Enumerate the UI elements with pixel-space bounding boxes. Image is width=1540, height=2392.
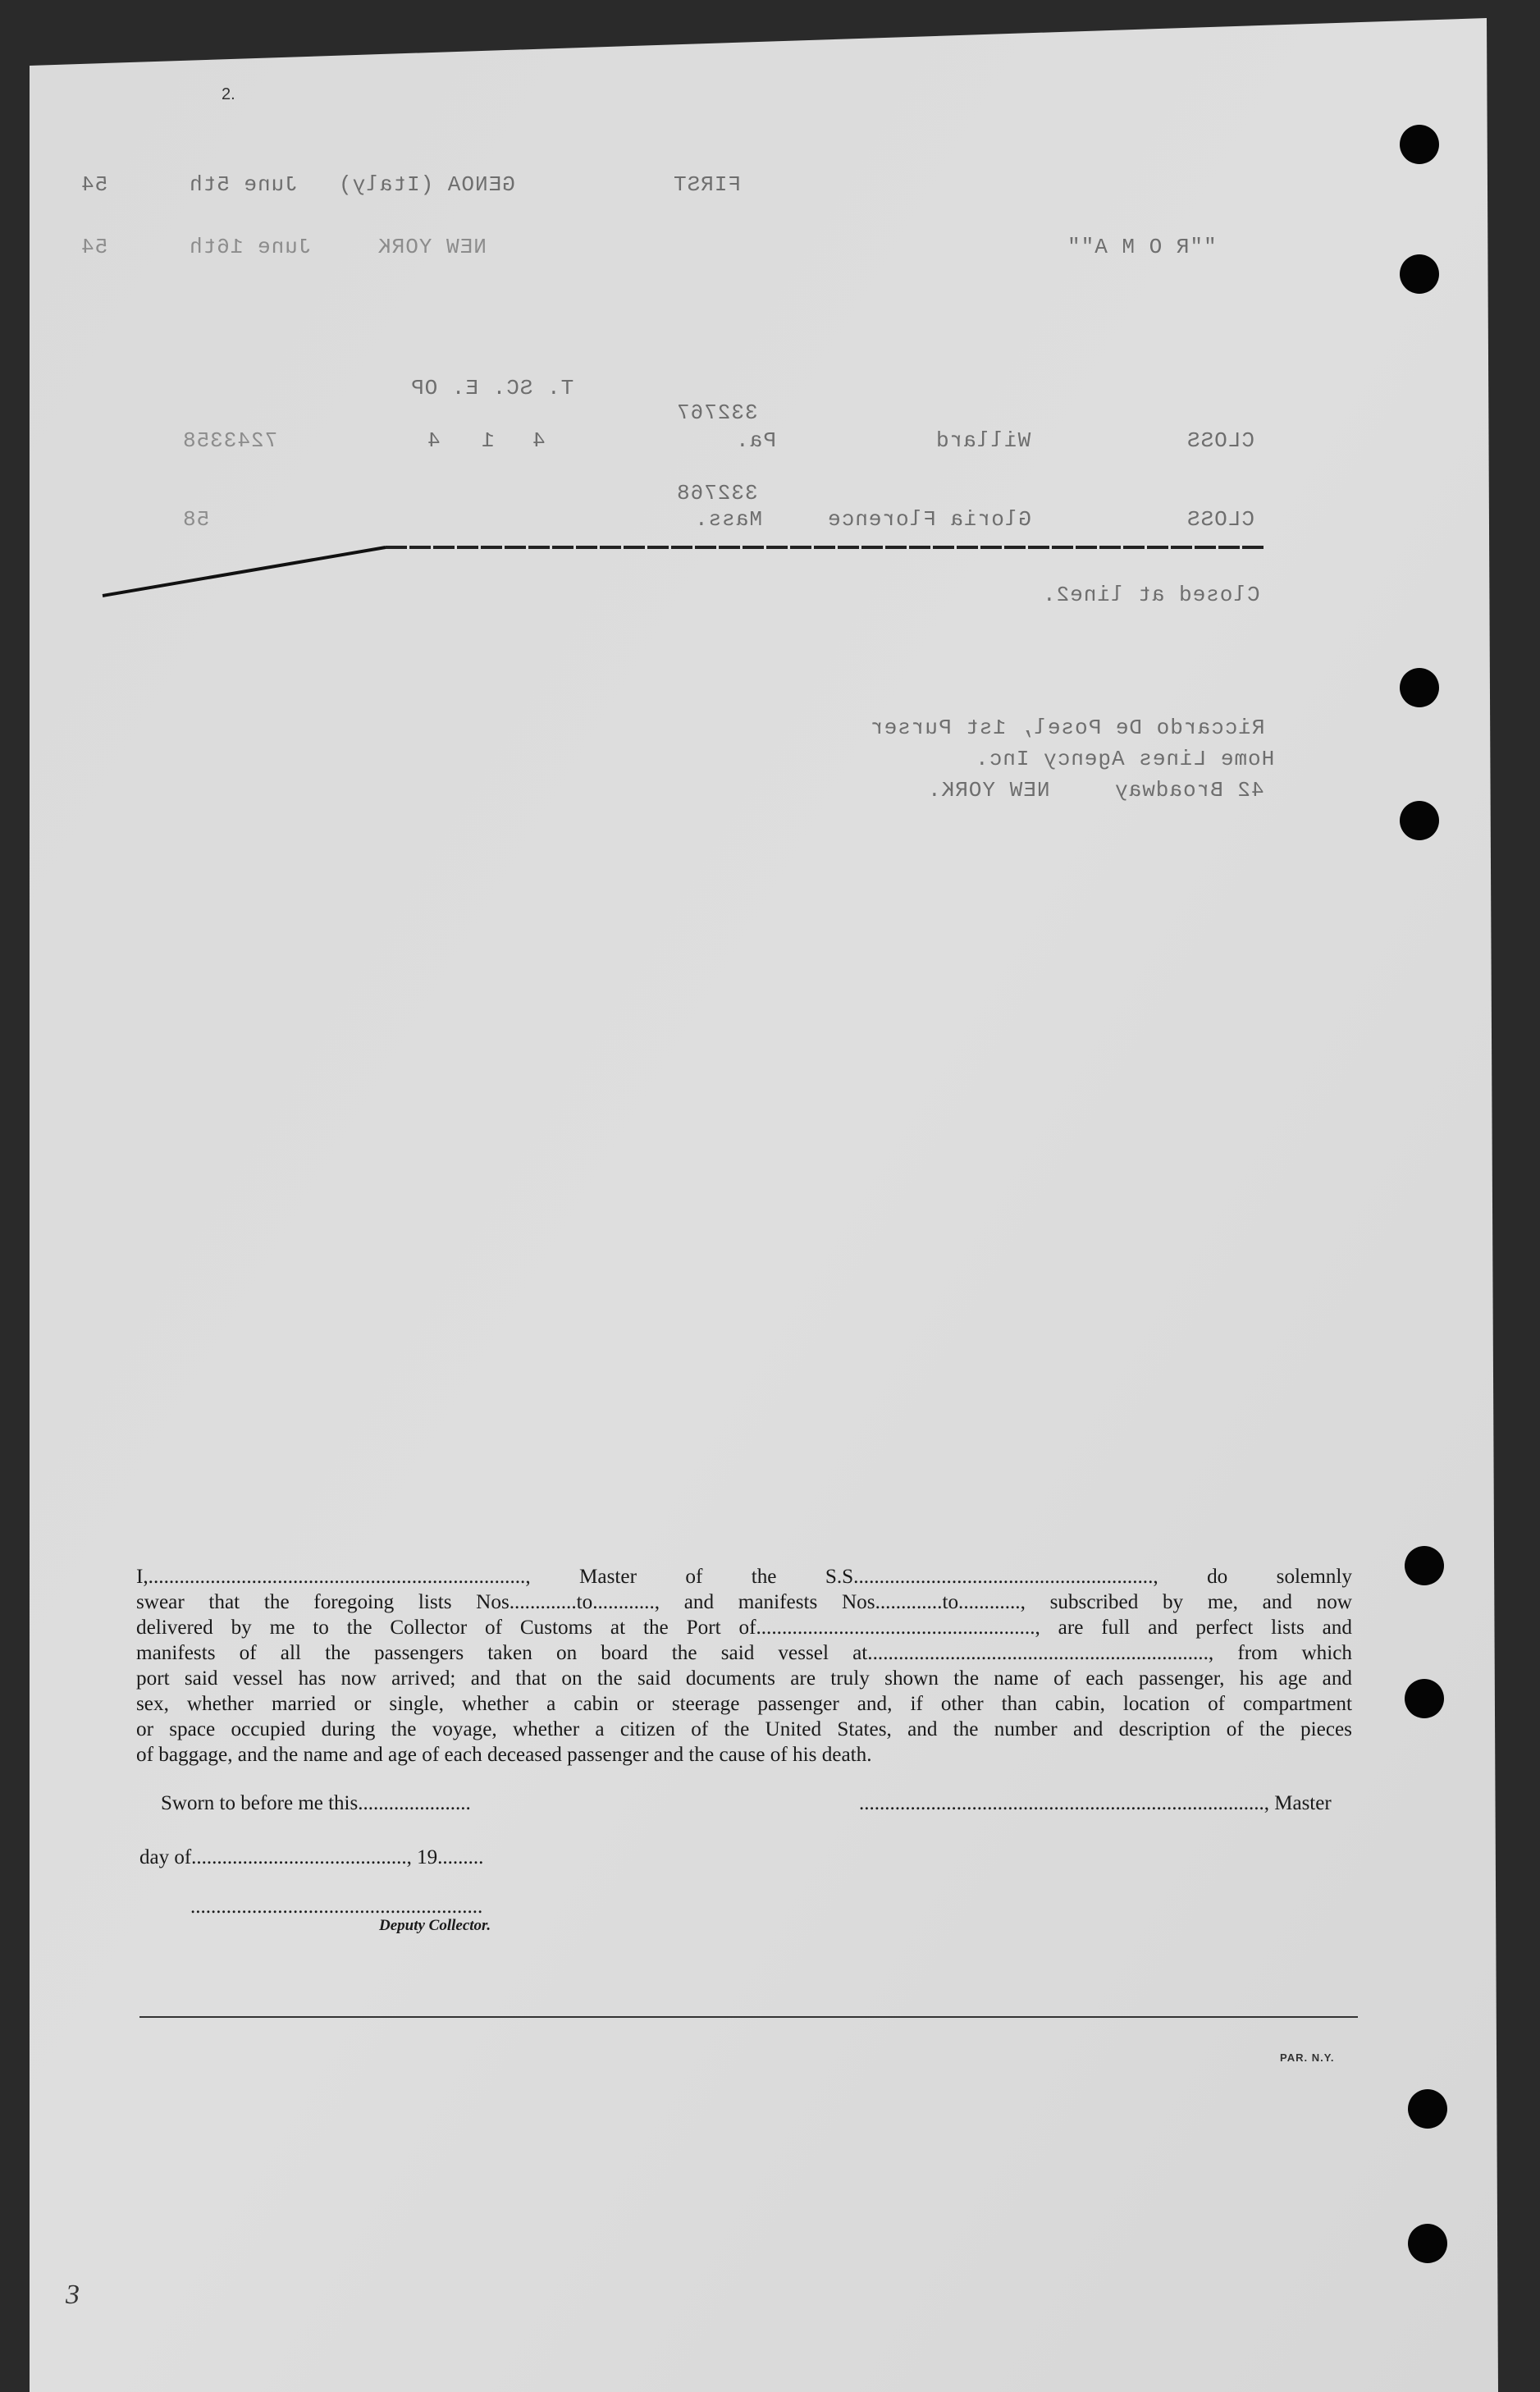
ghost-p1-state: Pa. — [735, 428, 776, 453]
ghost-row2-place: NEW YORK — [377, 235, 487, 259]
ghost-agency: Home Lines Agency Inc. — [975, 747, 1275, 771]
ghost-p2-name: Gloria Florence — [827, 507, 1032, 532]
oath-line-4: manifests of all the passengers taken on board the said vessel at.................................................................., from which — [136, 1642, 1352, 1664]
punch-hole — [1408, 2089, 1447, 2129]
ghost-p1-ref: 332767 — [676, 400, 758, 425]
ghost-row2-date: June 16th — [189, 235, 312, 259]
oath-line-1: I,........................................................................., Master of the S.S.........................................................., do solemnly — [136, 1566, 1352, 1588]
punch-hole — [1405, 1679, 1444, 1718]
ghost-p2-code: CLOSS — [1186, 507, 1255, 532]
oath-paragraph — [136, 1564, 1352, 1768]
oath-line-8: of baggage, and the name and age of each deceased passenger and the cause of his death. — [136, 1744, 872, 1766]
ghost-row2-ship: ""R O M A"" — [1067, 235, 1217, 259]
corner-mark: 3 — [66, 2280, 80, 2310]
ghost-row1-place: GENOA (Italy) — [338, 172, 515, 197]
ghost-row1-class: FIRST — [673, 172, 742, 197]
oath-line-5: port said vessel has now arrived; and that on the said documents are truly shown the name of each passenger, his age and — [136, 1667, 1352, 1690]
punch-hole — [1400, 668, 1439, 707]
ghost-p1-n1: 4 — [532, 428, 546, 453]
ghost-row1-date: June 5th — [189, 172, 298, 197]
ghost-p1-name: Willard — [935, 428, 1031, 453]
page-number: 2. — [222, 85, 235, 103]
ghost-p2-state: Mass. — [694, 507, 763, 532]
sworn-line: Sworn to before me this...................... — [161, 1792, 471, 1814]
ghost-closed: Closed at line2. — [1042, 583, 1260, 607]
punch-hole — [1408, 2224, 1447, 2263]
punch-hole — [1400, 254, 1439, 294]
deputy-signature-line: ......................................................... — [190, 1896, 483, 1918]
ghost-address-street: 42 Broadway — [1114, 778, 1264, 803]
ghost-row1-num: 54 — [80, 172, 108, 197]
deputy-collector-label: Deputy Collector. — [379, 1917, 491, 1934]
day-of-line: day of.........................................., 19......... — [139, 1846, 484, 1868]
oath-line-3: delivered by me to the Collector of Customs at the Port of......................................................, are full and perfect lists and — [136, 1617, 1352, 1639]
ghost-p2-ref: 332768 — [676, 481, 758, 505]
punch-hole — [1400, 801, 1439, 840]
oath-line-6: sex, whether married or single, whether a cabin or steerage passenger and, if other than cabin, location of compartment — [136, 1693, 1352, 1715]
ghost-purser: Riccardo De Posel, 1st Purser — [870, 716, 1265, 740]
master-signature-line: ..............................................................................., Master — [859, 1792, 1332, 1814]
punch-hole — [1400, 125, 1439, 164]
ghost-p1-n2: 1 — [481, 428, 495, 453]
printer-mark: PAR. N.Y. — [1280, 2051, 1335, 2064]
ghost-p1-code: CLOSS — [1186, 428, 1255, 453]
ghost-p1-num: 7243358 — [182, 428, 278, 453]
oath-line-7: or space occupied during the voyage, whether a citizen of the United States, and the number and description of the pieces — [136, 1718, 1352, 1740]
ghost-row2-num: 54 — [80, 235, 108, 259]
ghost-address-city: NEW YORK. — [927, 778, 1050, 803]
oath-line-2: swear that the foregoing lists Nos.............to............, and manifests Nos.............to............, subscribed by me, and now — [136, 1591, 1352, 1613]
ghost-codes: T. SC. E. OP — [410, 376, 574, 400]
ghost-p1-n3: 4 — [427, 428, 441, 453]
punch-hole — [1405, 1546, 1444, 1585]
ghost-p2-num: 58 — [182, 507, 210, 532]
